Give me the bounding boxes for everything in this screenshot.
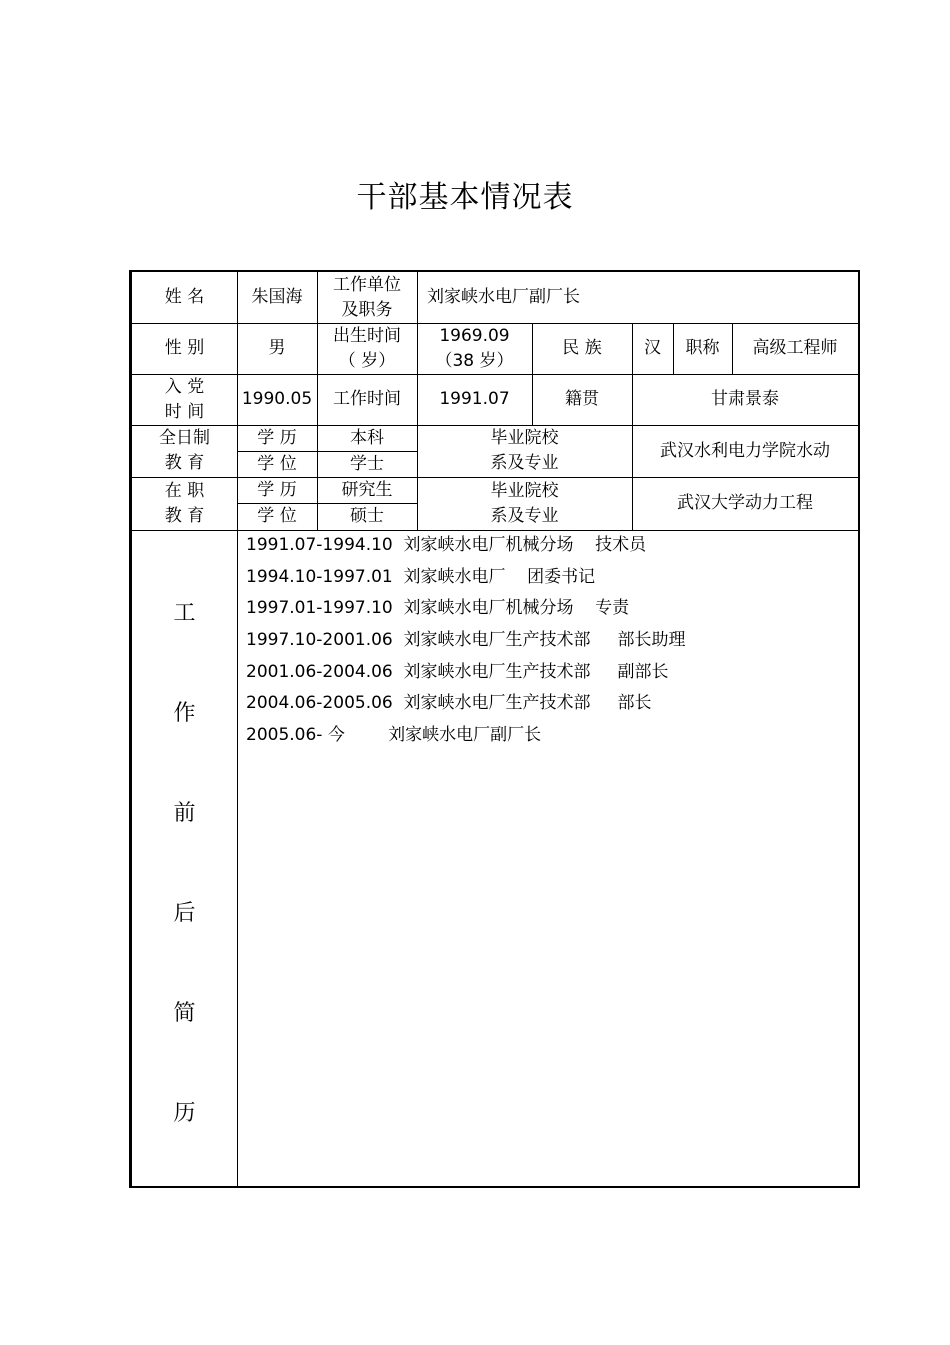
- inservice-label: 在 职 教 育: [164, 480, 205, 526]
- party-label: 入 党 时 间: [164, 376, 205, 422]
- history-label: [132, 530, 237, 1188]
- ethnic-label: 民 族: [562, 338, 602, 358]
- party-value: 1990.05: [241, 389, 313, 409]
- page-title: 干部基本情况表: [356, 180, 574, 215]
- inservice-level-label: 学 位: [257, 506, 297, 526]
- title-value: 高级工程师: [752, 338, 838, 358]
- native-value: 甘肃景泰: [711, 389, 779, 409]
- history-entry: 2001.06-2004.06 刘家峡水电厂生产技术部 副部长: [246, 661, 669, 682]
- fulltime-level-label: 学 位: [257, 453, 297, 474]
- title-label: 职称: [685, 338, 720, 358]
- inservice-degree-value: 研究生: [341, 479, 393, 500]
- history-entry: 1997.01-1997.10 刘家峡水电厂机械分场 专责: [246, 598, 630, 619]
- history-label-char: 作: [173, 701, 196, 726]
- name-value: 朱国海: [251, 287, 303, 307]
- ethnic-value: 汉: [644, 338, 661, 358]
- history-label-char: 历: [173, 1101, 196, 1126]
- fulltime-level-value: 学士: [350, 453, 384, 474]
- history-label-char: 简: [173, 1001, 196, 1026]
- history-entry: 1991.07-1994.10 刘家峡水电厂机械分场 技术员: [246, 535, 647, 555]
- history-label-char: 后: [173, 901, 196, 926]
- history-entry: 1994.10-1997.01 刘家峡水电厂 团委书记: [246, 566, 596, 587]
- fulltime-degree-value: 本科: [350, 427, 384, 448]
- work-value: 1991.07: [439, 389, 510, 409]
- history-entry: 1997.10-2001.06 刘家峡水电厂生产技术部 部长助理: [246, 630, 686, 651]
- inservice-school-value: 武汉大学动力工程: [677, 493, 813, 513]
- birth-value: 1969.09 （38 岁）: [435, 325, 514, 371]
- fulltime-school-value: 武汉水利电力学院水动: [660, 440, 830, 461]
- birth-label: 出生时间 （ 岁）: [333, 325, 401, 371]
- inservice-level-value: 硕士: [350, 506, 384, 526]
- history-entry: 2005.06- 今 刘家峡水电厂副厂长: [246, 725, 542, 746]
- native-label: 籍贯: [565, 389, 599, 409]
- history-label-char: 工: [173, 601, 196, 626]
- history-list: [246, 530, 686, 752]
- unit-label: 工作单位 及职务: [333, 274, 401, 320]
- fulltime-degree-label: 学 历: [257, 427, 297, 448]
- fulltime-label: 全日制 教 育: [159, 428, 210, 473]
- cadre-info-table: [129, 270, 860, 1188]
- inservice-degree-label: 学 历: [257, 479, 297, 500]
- work-label: 工作时间: [333, 389, 401, 409]
- history-entry: 2004.06-2005.06 刘家峡水电厂生产技术部 部长: [246, 693, 652, 714]
- history-label-char: 前: [173, 801, 196, 826]
- inservice-school-label: 毕业院校 系及专业: [490, 480, 559, 526]
- unit-value: 刘家峡水电厂副厂长: [427, 287, 580, 307]
- gender-label: 性 别: [164, 338, 205, 358]
- name-label: 姓 名: [164, 287, 205, 307]
- gender-value: 男: [268, 338, 286, 358]
- fulltime-school-label: 毕业院校 系及专业: [490, 428, 559, 473]
